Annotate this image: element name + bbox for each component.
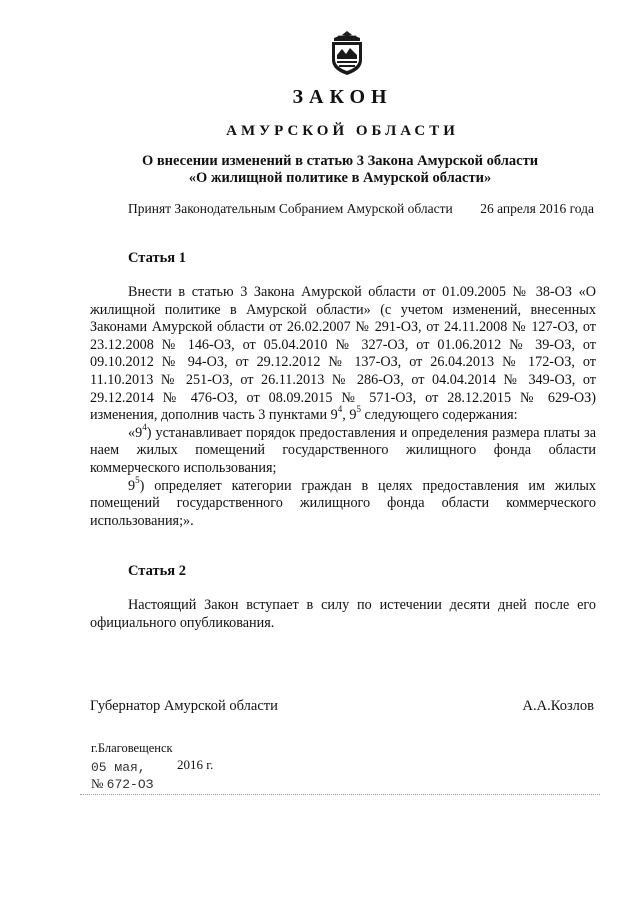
signatory-name: А.А.Козлов <box>522 698 594 714</box>
article-1-item-9-4 <box>90 422 596 478</box>
article-1-paragraph <box>90 284 596 425</box>
item-prefix: «9 <box>128 424 143 441</box>
law-heading <box>90 153 590 187</box>
article-1-item-9-5 <box>90 474 596 531</box>
article-2-paragraph: Настоящий Закон вступает в силу по истечении десяти дней после его официального опубликования. <box>90 597 596 631</box>
article-2-body <box>90 597 596 632</box>
superscript: 4 <box>142 422 147 433</box>
document-subtitle: АМУРСКОЙ ОБЛАСТИ <box>226 123 459 139</box>
date-stamp: 05 мая, <box>91 760 146 775</box>
law-heading-line-1: О внесении изменений в статью 3 Закона Амурской области <box>141 153 539 169</box>
item-text: ) определяет категории граждан в целях предоставления им жилых помещений государственного жилищного фонда области коммерческого использования;». <box>90 477 596 529</box>
signature-block <box>90 698 594 715</box>
superscript: 5 <box>356 404 361 415</box>
signatory-position: Губернатор Амурской области <box>90 698 278 714</box>
item-prefix: 9 <box>128 477 136 494</box>
law-number <box>91 776 153 792</box>
article-1-title: Статья 1 <box>128 250 186 266</box>
adoption-line <box>128 201 594 217</box>
article-1-text-end: следующего содержания: <box>360 407 518 424</box>
number-stamp: 672-ОЗ <box>106 777 154 792</box>
dotted-divider <box>80 794 600 797</box>
item-text: ) устанавливает порядок предоставления и определения размера платы за наем жилых помещений государственного жилищного фонда области коммерческого использования; <box>90 424 596 476</box>
adoption-date: 26 апреля 2016 года <box>480 201 594 216</box>
document-title: ЗАКОН <box>292 86 393 108</box>
superscript: 5 <box>135 474 140 485</box>
date-year: 2016 г. <box>177 757 214 772</box>
law-heading-line-2: «О жилищной политике в Амурской области» <box>188 170 492 186</box>
signing-date <box>91 759 291 775</box>
article-1-text: Внести в статью 3 Закона Амурской области от 01.09.2005 № 38-ОЗ «О жилищной политике в Амурской области» (с учетом изменений, внесенных Законами Амурской области от 26.02.2007 № 291-ОЗ, от 24.11.2008 № 127-ОЗ, от 23.12.2008 № 146-ОЗ, от 05.04.2010 № 327-ОЗ, от 01.06.2012 № 39-ОЗ, от 09.10.2012 № 94-ОЗ, от 29.12.2012 № 137-ОЗ, от 26.04.2013 № 172-ОЗ, от 11.10.2013 № 251-ОЗ, от 26.11.2013 № 286-ОЗ, от 04.04.2014 № 349-ОЗ, от 29.12.2014 № 476-ОЗ, от 08.09.2015 № 571-ОЗ, от 28.12.2015 № 629-ОЗ) изменения, дополнив часть 3 пунктами 9 <box>90 284 596 424</box>
superscript: 4 <box>337 404 343 415</box>
article-2-title: Статья 2 <box>128 563 186 579</box>
place-of-signing: г.Благовещенск <box>91 741 173 755</box>
adoption-text: Принят Законодательным Собранием Амурской области <box>128 201 453 216</box>
coat-of-arms-icon <box>326 30 368 76</box>
article-1-body <box>90 284 596 530</box>
article-1-text-mid: , 9 <box>342 407 357 424</box>
number-label: № <box>91 776 104 791</box>
